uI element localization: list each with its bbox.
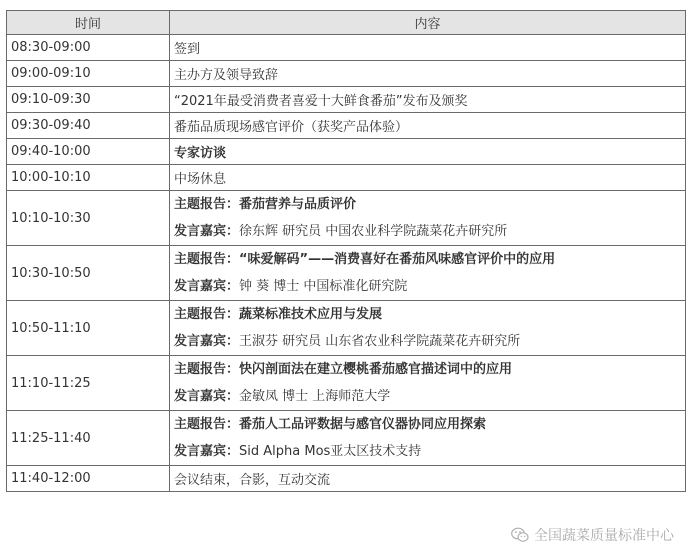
topic-title: 主题报告：番茄营养与品质评价 (174, 197, 357, 212)
table-row (7, 165, 686, 191)
speaker-info: 金敏凤 博士 上海师范大学 (239, 389, 391, 404)
time-cell: 10:00-10:10 (7, 165, 170, 191)
header-content: 内容 (170, 11, 686, 35)
content-cell (170, 301, 686, 356)
speaker-line (174, 328, 681, 355)
time-cell: 10:10-10:30 (7, 191, 170, 246)
agenda-item-text: “2021年最受消费者喜爱十大鲜食番茄”发布及颁奖 (174, 94, 468, 109)
speaker-label: 发言嘉宾： (174, 334, 240, 349)
agenda-table (6, 10, 686, 492)
content-cell (170, 165, 686, 191)
header-time: 时间 (7, 11, 170, 35)
topic-title: 主题报告：番茄人工品评数据与感官仪器协同应用探索 (174, 417, 487, 432)
table-row (7, 246, 686, 301)
speaker-info: 王淑芬 研究员 山东省农业科学院蔬菜花卉研究所 (239, 334, 521, 349)
table-row (7, 87, 686, 113)
time-cell: 09:40-10:00 (7, 139, 170, 165)
topic-title: 主题报告：“味爱解码”——消费喜好在番茄风味感官评价中的应用 (174, 252, 556, 267)
wechat-icon (511, 527, 529, 543)
table-row (7, 35, 686, 61)
topic-title: 主题报告：快闪剖面法在建立樱桃番茄感官描述词中的应用 (174, 362, 513, 377)
speaker-label: 发言嘉宾： (174, 444, 240, 459)
speaker-line (174, 273, 681, 300)
time-cell: 08:30-09:00 (7, 35, 170, 61)
content-cell (170, 356, 686, 411)
content-cell (170, 139, 686, 165)
table-row (7, 301, 686, 356)
agenda-item-text: 番茄品质现场感官评价（获奖产品体验） (174, 120, 409, 135)
time-cell: 11:25-11:40 (7, 411, 170, 466)
speaker-info: Sid Alpha Mos亚太区技术支持 (239, 444, 422, 459)
content-cell (170, 113, 686, 139)
content-cell (170, 35, 686, 61)
table-row (7, 191, 686, 246)
time-cell: 10:30-10:50 (7, 246, 170, 301)
watermark (507, 523, 678, 547)
speaker-label: 发言嘉宾： (174, 224, 240, 239)
time-cell: 11:40-12:00 (7, 466, 170, 492)
table-row (7, 466, 686, 492)
agenda-item-text: 主办方及领导致辞 (174, 68, 279, 83)
content-cell (170, 466, 686, 492)
watermark-text: 全国蔬菜质量标准中心 (534, 528, 674, 544)
time-cell: 09:00-09:10 (7, 61, 170, 87)
table-row (7, 139, 686, 165)
speaker-info: 徐东辉 研究员 中国农业科学院蔬菜花卉研究所 (239, 224, 508, 239)
speaker-line (174, 383, 681, 410)
speaker-label: 发言嘉宾： (174, 389, 240, 404)
table-row (7, 356, 686, 411)
content-cell (170, 61, 686, 87)
table-row (7, 411, 686, 466)
content-cell (170, 246, 686, 301)
speaker-label: 发言嘉宾： (174, 279, 240, 294)
time-cell: 11:10-11:25 (7, 356, 170, 411)
speaker-line (174, 218, 681, 245)
agenda-item-text: 中场休息 (174, 172, 227, 187)
header-row (7, 11, 686, 35)
agenda-item-text: 签到 (174, 42, 201, 57)
topic-title: 主题报告：蔬菜标准技术应用与发展 (174, 307, 383, 322)
time-cell: 09:10-09:30 (7, 87, 170, 113)
speaker-info: 钟 葵 博士 中国标准化研究院 (239, 279, 408, 294)
agenda-body (7, 35, 686, 492)
time-cell: 10:50-11:10 (7, 301, 170, 356)
content-cell (170, 87, 686, 113)
table-row (7, 61, 686, 87)
content-cell (170, 191, 686, 246)
agenda-item-text: 会议结束，合影，互动交流 (174, 473, 331, 488)
speaker-line (174, 438, 681, 465)
time-cell: 09:30-09:40 (7, 113, 170, 139)
content-cell (170, 411, 686, 466)
topic-title: 专家访谈 (174, 146, 227, 161)
table-row (7, 113, 686, 139)
